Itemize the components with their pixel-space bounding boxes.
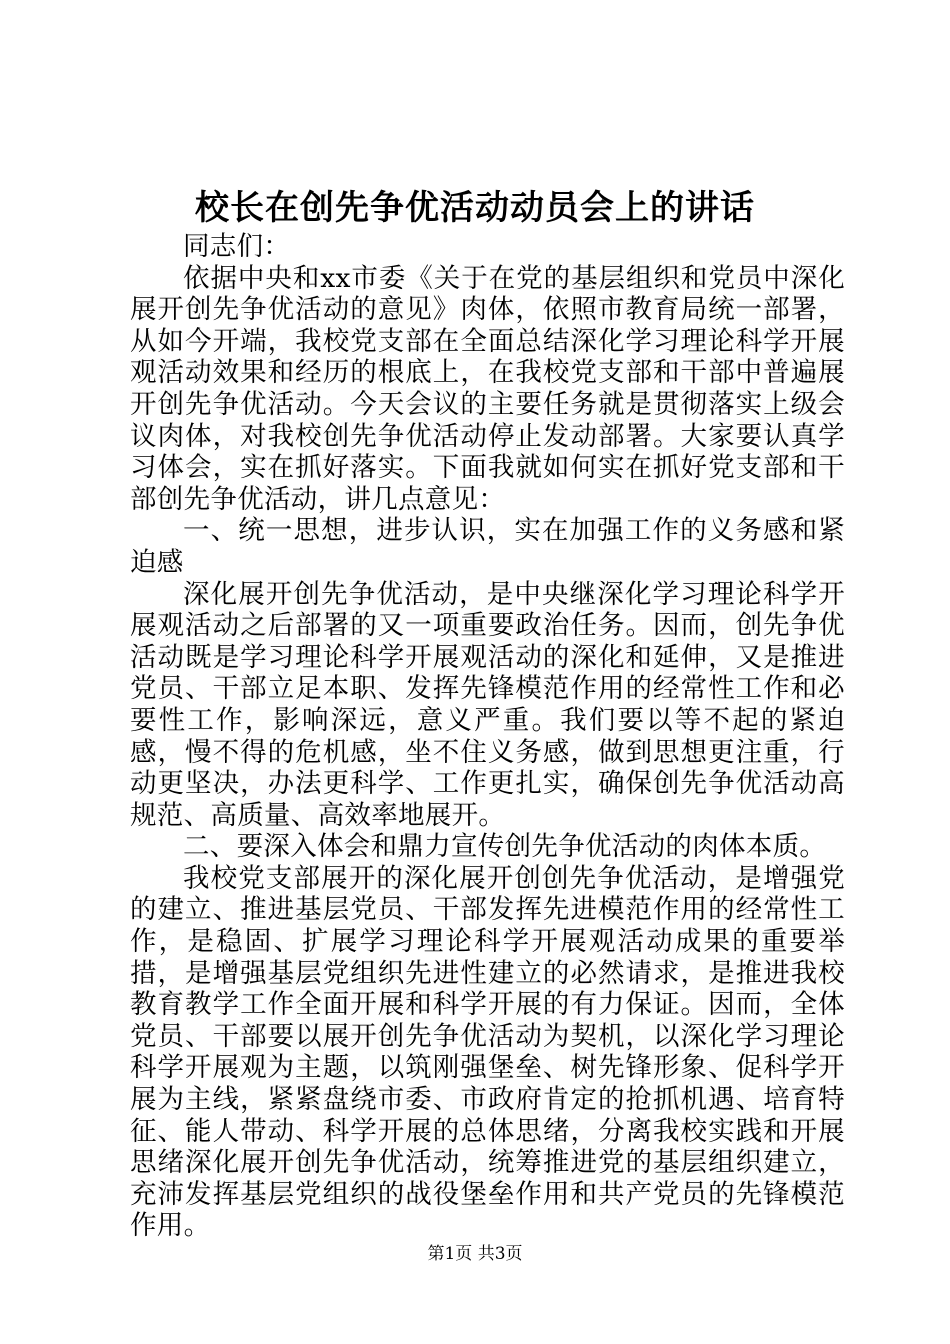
document-body (130, 231, 845, 1242)
salutation-paragraph: 同志们： (183, 231, 291, 262)
section-heading-2: 二、要深入体会和鼎力宣传创先争优活动的肉体本质。 (183, 831, 827, 863)
document-title: 校长在创先争优活动动员会上的讲话 (195, 188, 755, 228)
page-number-footer: 第1页 共3页 (427, 1244, 523, 1264)
intro-paragraph: 依据中央和xx市委《关于在党的基层组织和党员中深化展开创先争优活动的意见》肉体，依照市教育局统一部署，从如今开端，我校党支部在全面总结深化学习理论科学开展观活动效果和经历的根底上，在我校党支部和干部中普遍展开创先争优活动。今天会议的主要任务就是贯彻落实上级会议肉体，对我校创先争优活动停止发动部署。大家要认真学习体会，实在抓好落实。下面我就如何实在抓好党支部和干部创先争优活动，讲几点意见： (130, 262, 845, 515)
section-2-paragraph: 我校党支部展开的深化展开创创先争优活动，是增强党的建立、推进基层党员、干部发挥先进模范作用的经常性工作，是稳固、扩展学习理论科学开展观活动成果的重要举措，是增强基层党组织先进性建立的必然请求，是推进我校教育教学工作全面开展和科学开展的有力保证。因而，全体党员、干部要以展开创先争优活动为契机，以深化学习理论科学开展观为主题，以筑刚强堡垒、树先锋形象、促科学开展为主线，紧紧盘绕市委、市政府肯定的抢抓机遇、培育特征、能人带动、科学开展的总体思绪，分离我校实践和开展思绪深化展开创先争优活动，统筹推进党的基层组织建立，充沛发挥基层党组织的战役堡垒作用和共产党员的先锋模范作用。 (130, 862, 845, 1242)
section-heading-1: 一、统一思想，进步认识，实在加强工作的义务感和紧迫感 (130, 515, 845, 578)
section-1-paragraph: 深化展开创先争优活动，是中央继深化学习理论科学开展观活动之后部署的又一项重要政治任务。因而，创先争优活动既是学习理论科学开展观活动的深化和延伸，又是推进党员、干部立足本职、发挥先锋模范作用的经常性工作和必要性工作，影响深远，意义严重。我们要以等不起的紧迫感，慢不得的危机感，坐不住义务感，做到思想更注重，行动更坚决，办法更科学、工作更扎实，确保创先争优活动高规范、高质量、高效率地展开。 (130, 578, 845, 831)
